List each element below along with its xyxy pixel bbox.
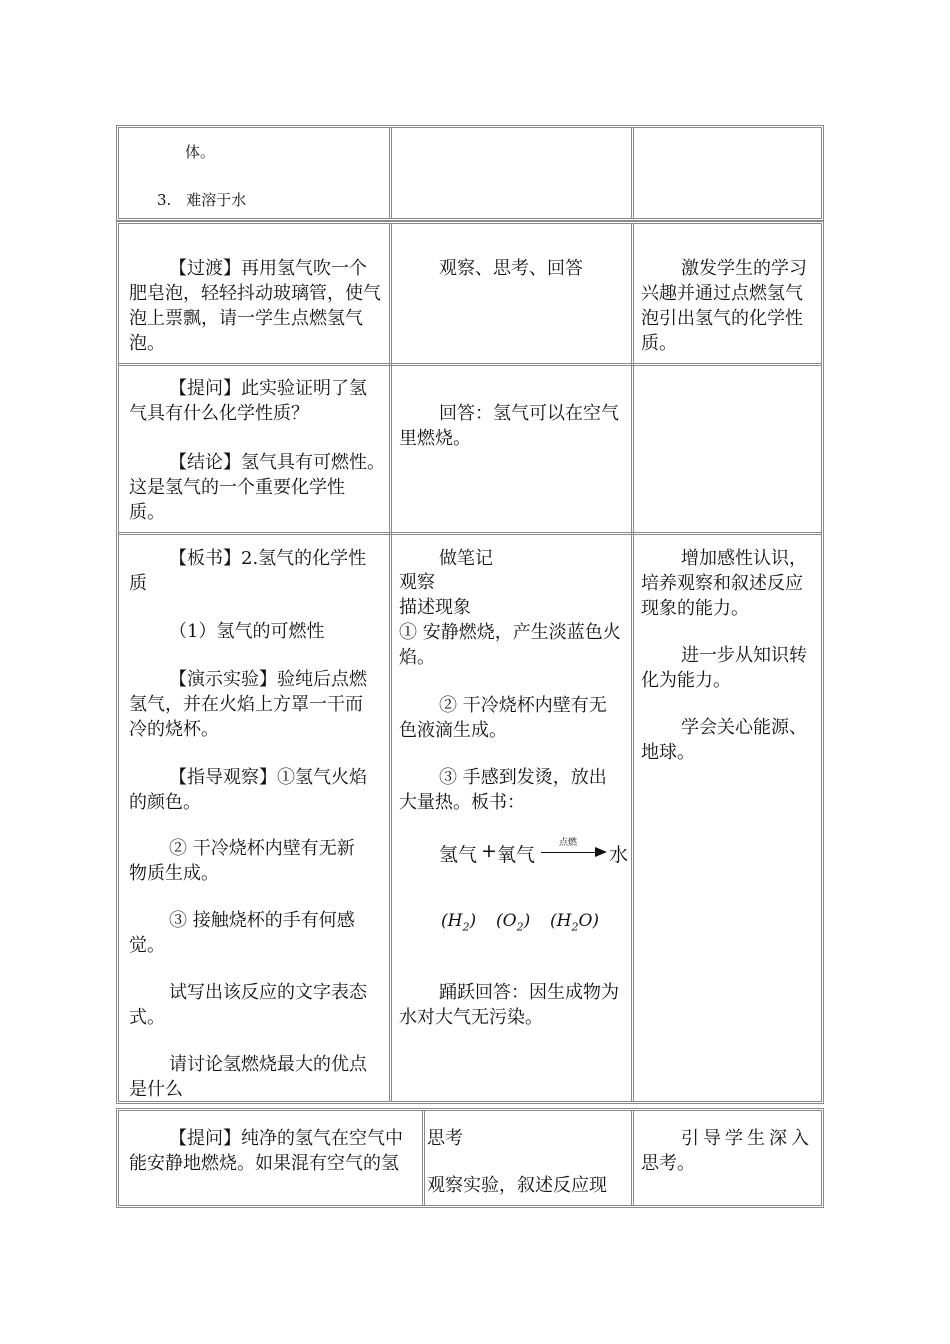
equation-arrow-icon <box>541 852 597 853</box>
table-top-fragment <box>116 125 824 221</box>
cell-text: 物质生成。 <box>129 863 219 884</box>
cell-text: 【结论】氢气具有可燃性。 <box>169 452 385 473</box>
cell-text: ③ 接触烧杯的手有何感 <box>169 910 355 931</box>
cell-text: 思考。 <box>641 1153 695 1174</box>
cell-text: 质。 <box>129 502 165 523</box>
equation-plus: + <box>481 840 497 862</box>
lesson-table <box>116 221 824 1104</box>
cell-text: 气具有什么化学性质？ <box>129 403 309 424</box>
cell-text: 肥皂泡，轻轻抖动玻璃管，使气 <box>129 283 381 304</box>
cell-text: 里燃烧。 <box>399 428 471 449</box>
cell-text: 【提问】纯净的氢气在空气中 <box>169 1128 403 1149</box>
cell-text: 观察、思考、回答 <box>439 258 583 279</box>
cell-text: ③ 手感到发烫，放出 <box>439 767 607 788</box>
cell-text: 培养观察和叙述反应 <box>641 573 803 594</box>
cell-text: 焰。 <box>399 647 435 668</box>
equation-reactant1: 氢气 <box>439 844 478 866</box>
cell-text: 式。 <box>129 1007 165 1028</box>
cell-text: 泡。 <box>129 333 165 354</box>
equation-reactant2: 氧气 <box>497 844 536 866</box>
cell-text: 化为能力。 <box>641 670 731 691</box>
cell-text: 体。 <box>185 143 216 161</box>
cell-text: 这是氢气的一个重要化学性 <box>129 477 345 498</box>
cell-text: 踊跃回答：因生成物为 <box>439 982 619 1003</box>
cell-text: 是什么 <box>129 1079 183 1100</box>
cell-text: 回答：氢气可以在空气 <box>439 403 619 424</box>
cell-text: 观察实验，叙述反应现 <box>427 1175 607 1196</box>
cell-text: 质 <box>129 573 147 594</box>
cell-text: 请讨论氢燃烧最大的优点 <box>169 1054 367 1075</box>
equation-arrowhead-icon <box>595 847 607 857</box>
cell-text: 做笔记 <box>439 548 493 569</box>
cell-text: ② 干冷烧杯内壁有无新 <box>169 838 355 859</box>
cell-text: ② 干冷烧杯内壁有无 <box>439 695 607 716</box>
equation-condition: 点燃 <box>559 838 578 848</box>
cell-text: 观察 <box>399 572 435 593</box>
cell-text: 【演示实验】验纯后点燃 <box>169 669 367 690</box>
cell-text: 增加感性认识， <box>681 548 807 569</box>
cell-text: 思考 <box>427 1128 463 1149</box>
cell-text: 能安静地燃烧。如果混有空气的氢 <box>129 1153 399 1174</box>
cell-text: 试写出该反应的文字表态 <box>169 982 367 1003</box>
cell-text: 质。 <box>641 333 677 354</box>
cell-text: 的颜色。 <box>129 792 201 813</box>
cell-text: 进一步从知识转 <box>681 645 807 666</box>
cell-text: 引导学生深入 <box>681 1128 813 1149</box>
row-divider <box>119 532 821 535</box>
cell-text: （1）氢气的可燃性 <box>169 621 325 642</box>
symbol-oxygen: $(O_2)$ <box>496 911 531 934</box>
cell-text: 泡引出氢气的化学性 <box>641 308 803 329</box>
cell-text: 【过渡】再用氢气吹一个 <box>169 258 367 279</box>
symbol-hydrogen: $(H_2)$ <box>441 911 477 934</box>
cell-text: 描述现象 <box>399 597 471 618</box>
cell-text: 水对大气无污染。 <box>399 1007 543 1028</box>
cell-text: 地球。 <box>641 742 695 763</box>
cell-text: 色液滴生成。 <box>399 720 507 741</box>
cell-text: 冷的烧杯。 <box>129 719 219 740</box>
table-bottom-fragment <box>116 1108 824 1208</box>
cell-text: 学会关心能源、 <box>681 717 807 738</box>
cell-text: 现象的能力。 <box>641 598 749 619</box>
cell-text: 【指导观察】①氢气火焰 <box>169 767 367 788</box>
cell-text: 觉。 <box>129 935 165 956</box>
row-divider <box>119 363 821 366</box>
cell-text: 兴趣并通过点燃氢气 <box>641 283 803 304</box>
cell-text: 【提问】此实验证明了氢 <box>169 378 367 399</box>
symbol-water: $(H_2O)$ <box>550 911 600 934</box>
cell-text: 氢气，并在火焰上方罩一干而 <box>129 694 363 715</box>
cell-text: ① 安静燃烧，产生淡蓝色火 <box>399 622 621 643</box>
cell-text: 大量热。板书： <box>399 792 525 813</box>
equation-product: 水 <box>609 844 629 866</box>
cell-text: 激发学生的学习 <box>681 258 807 279</box>
cell-text: 3. 难溶于水 <box>157 191 247 209</box>
cell-text: 泡上票飘，请一学生点燃氢气 <box>129 308 363 329</box>
cell-text: 【板书】2.氢气的化学性 <box>169 548 367 569</box>
